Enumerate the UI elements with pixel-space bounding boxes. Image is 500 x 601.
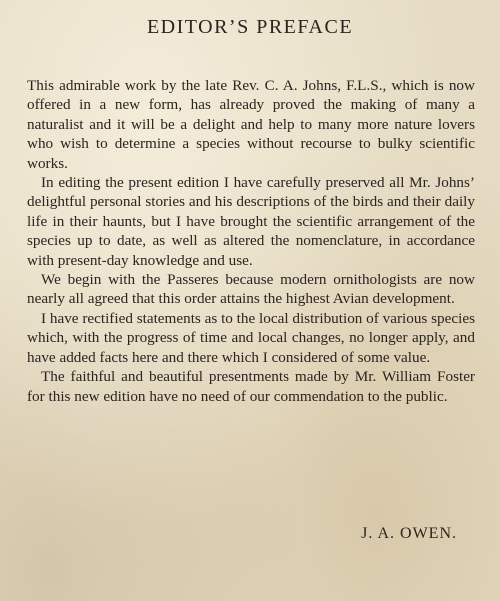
paragraph-4: I have rectified statements as to the local distribution of various species which, with the progress of time and local changes, no longer apply, and have added facts here and there which I considered of some value. (27, 309, 475, 366)
paragraph-2: In editing the present edition I have carefully preserved all Mr. Johns’ delightful personal stories and his descriptions of the birds and their daily life in their haunts, but I have brought the scientific arrangement of the species up to date, as well as altered the nomenclature, in accordance with present-day knowledge and use. (27, 174, 475, 269)
paragraph-1: This admirable work by the late Rev. C. A. Johns, F.L.S., which is now offered in a new form, has already proved the making of many a naturalist and it will be a delight and help to many more nature lovers who wish to determine a species without recourse to bulky scientific works. (27, 77, 475, 172)
page-title: EDITOR’S PREFACE (146, 16, 354, 38)
paragraph-3: We begin with the Passeres because modern ornithologists are now nearly all agreed that this order attains the highest Avian development. (27, 271, 475, 308)
preface-body (27, 76, 475, 406)
paragraph-5: The faithful and beautiful presentments made by Mr. William Foster for this new edition have no need of our commendation to the public. (27, 368, 475, 405)
signature: J. A. OWEN. (361, 525, 457, 542)
